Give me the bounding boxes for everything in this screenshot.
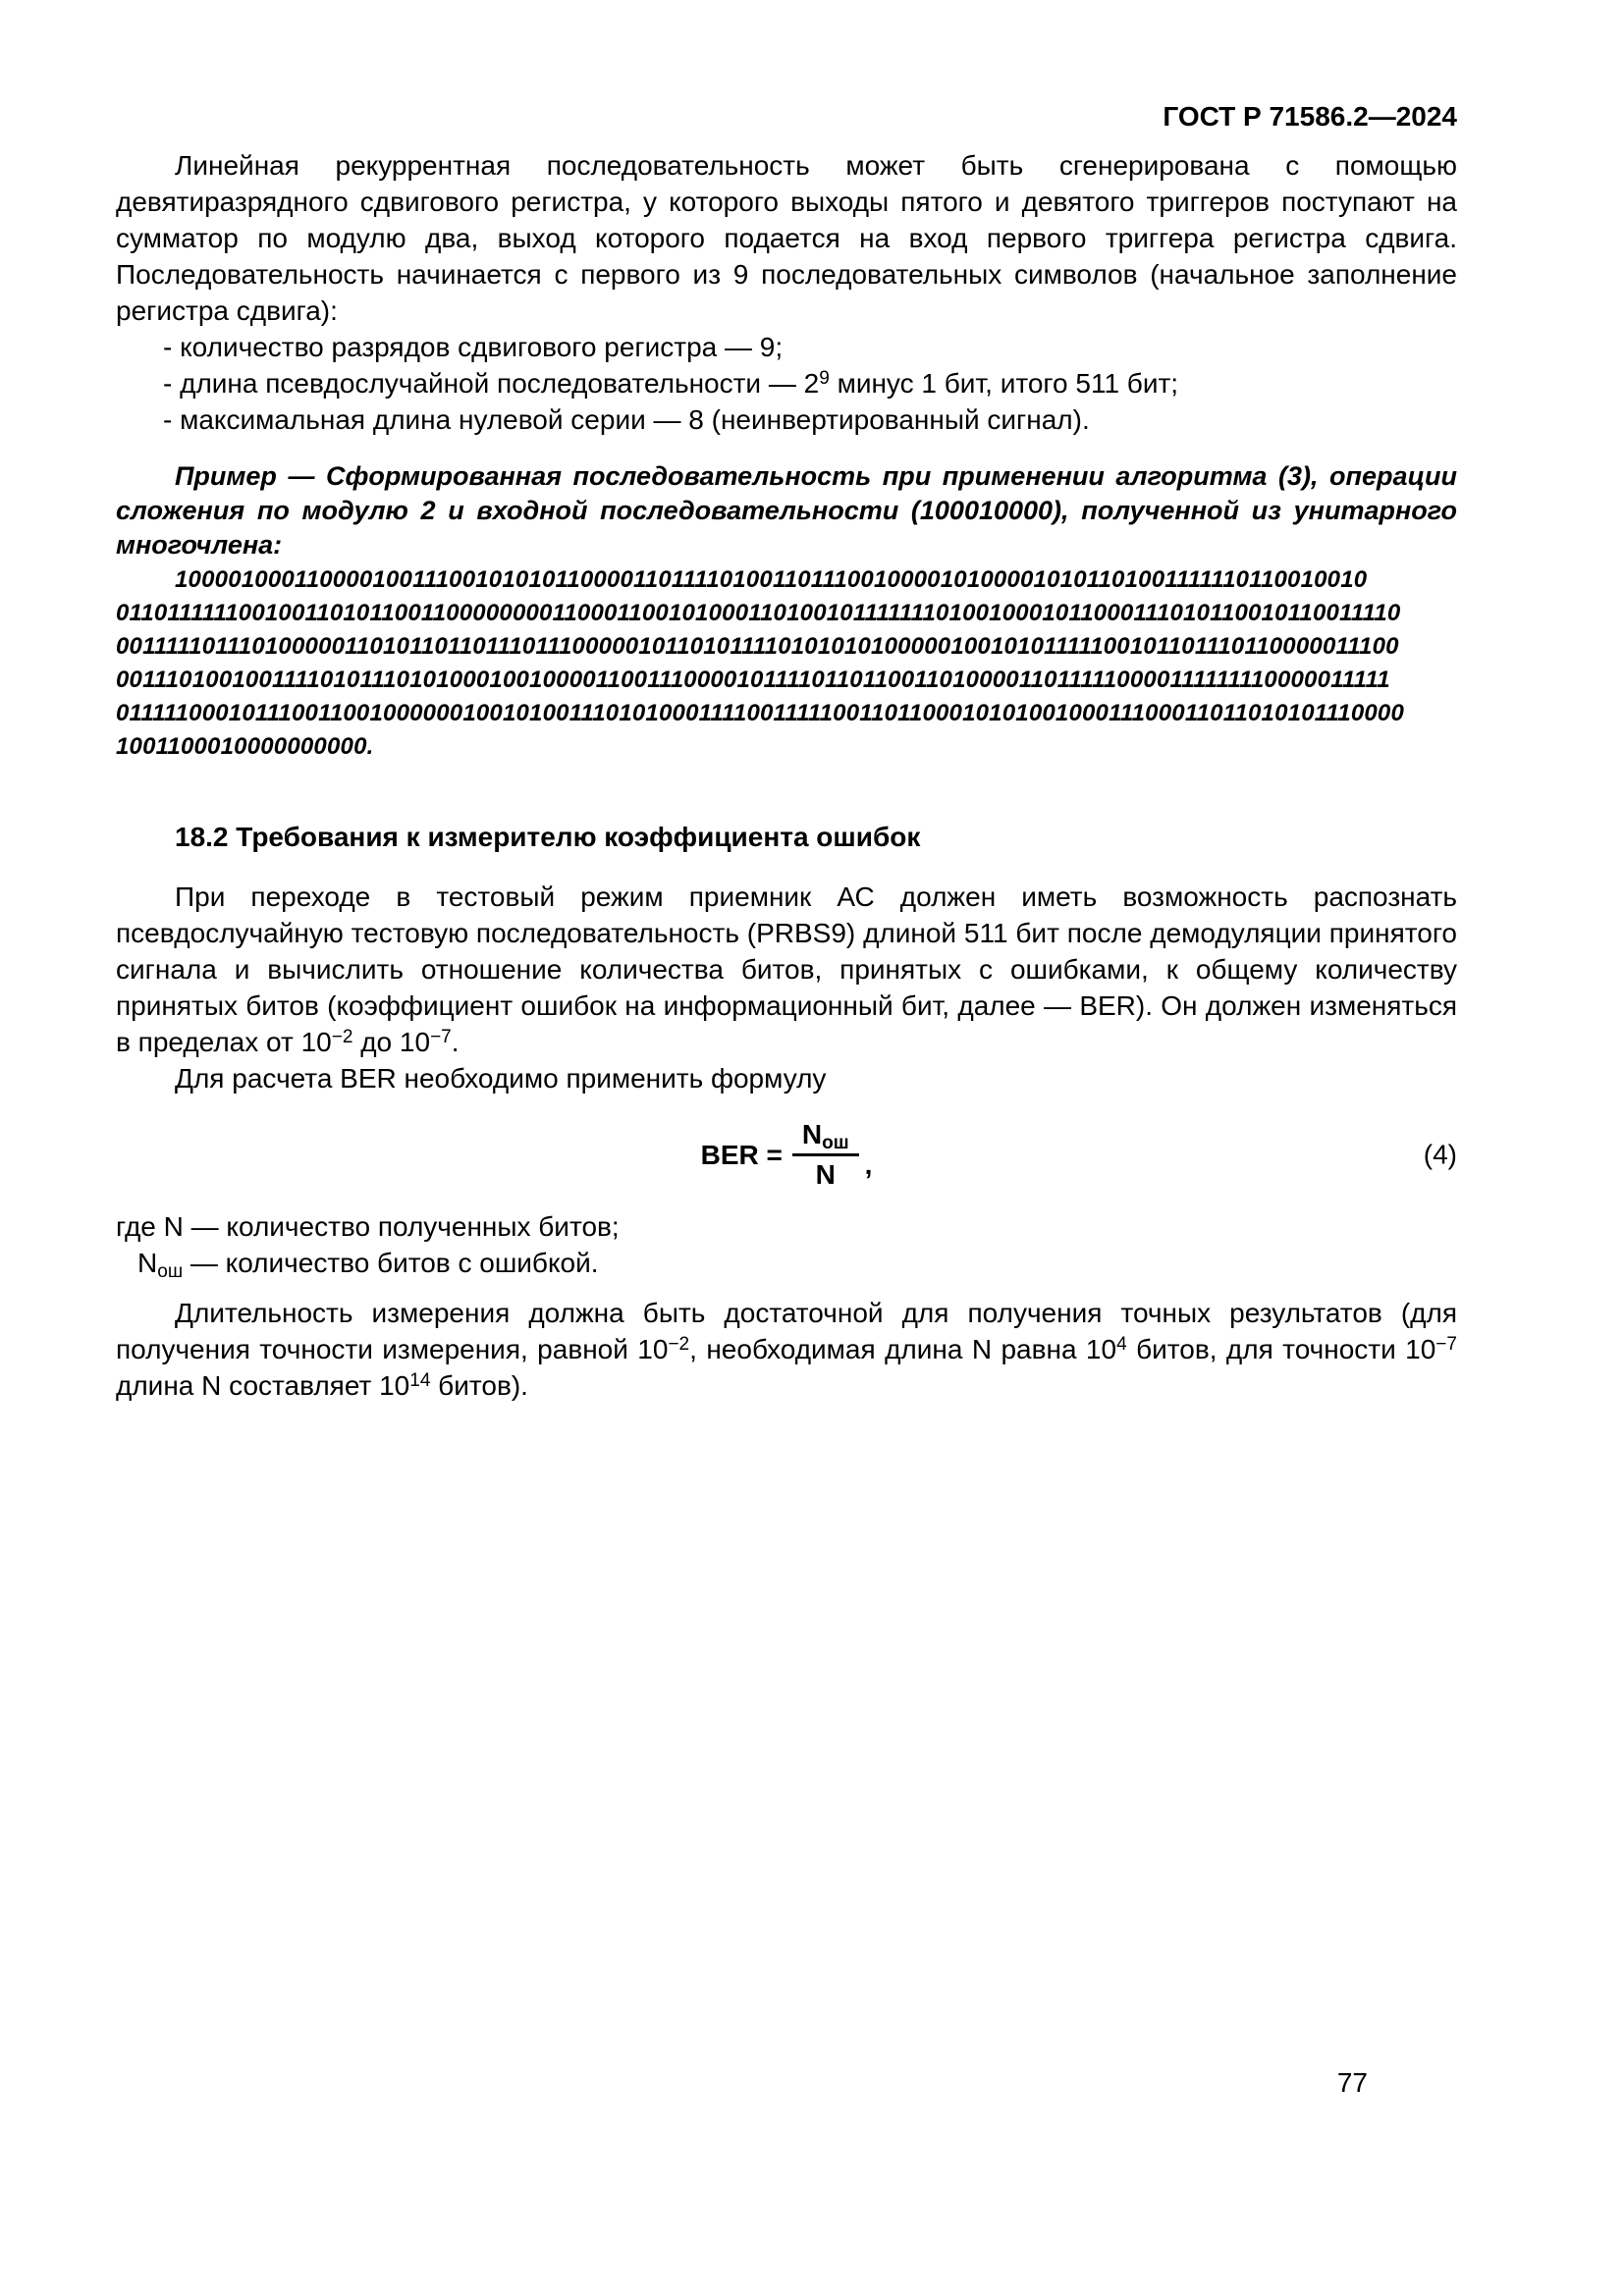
sequence-line-1: 10000100011000010011100101010110000110111101001101110010000101000010101101001111110110010010	[175, 566, 1368, 593]
bullet-item-zero-run: - максимальная длина нулевой серии — 8 (неинвертированный сигнал).	[163, 404, 1090, 435]
page-number: 77	[1336, 2067, 1368, 2098]
formula-lhs: BER =	[700, 1139, 783, 1170]
example-block	[116, 459, 1457, 764]
where-n-err-line: $N_{ош}$ — количество битов с ошибкой.	[137, 1248, 599, 1283]
formula-intro-paragraph: Для расчета BER необходимо применить формулу	[175, 1063, 827, 1094]
formula-comma: ,	[864, 1148, 873, 1180]
measurement-duration-paragraph: Длительность измерения должна быть достаточной для получения точных результатов (для получения точности измерения, равной $10^{-2}$, необходимая длина N равна $10^4$ битов, для точности $10^{-7}$ длина N составляет $10^{14}$ битов).	[116, 1298, 1457, 1401]
intro-paragraph: Линейная рекуррентная последовательность может быть сгенерирована с помощью девятиразрядного сдвигового регистра, у которого выходы пятого и девятого триггеров поступают на сумматор по модулю два, выход которого подается на вход первого триггера регистра сдвига. Последовательность начинается с первого из 9 последовательных символов (начальное заполнение регистра сдвига):	[116, 150, 1457, 326]
formula-number: (4)	[1423, 1139, 1457, 1170]
page-content	[116, 147, 1457, 1404]
receiver-requirements-paragraph: При переходе в тестовый режим приемник АС должен иметь возможность распознать псевдослучайную тестовую последовательность (PRBS9) длиной 511 бит после демодуляции принятого сигнала и вычислить отношение количества битов, принятых с ошибками, к общему количеству принятых битов (коэффициент ошибок на информационный бит, далее — BER). Он должен изменяться в пределах от $10^{-2}$ до $10^{-7}$.	[116, 881, 1457, 1057]
sequence-line-4: 0011101001001111010111010100010010000110011100001011110110110011010000110111110000111111110000011111	[116, 667, 1390, 693]
formula-denominator: N	[815, 1158, 836, 1190]
bullet-item-register-bits: - количество разрядов сдвигового регистра — 9;	[163, 332, 784, 362]
ber-formula-expression	[116, 1110, 1457, 1199]
formula-numerator-subscript: ош	[822, 1132, 849, 1153]
section-heading: 18.2 Требования к измерителю коэффициента ошибок	[175, 822, 921, 852]
sequence-line-6: 1001100010000000000.	[116, 733, 374, 760]
formula-fraction	[792, 1119, 859, 1191]
bullet-list	[116, 329, 1457, 438]
example-lead: Пример — Сформированная последовательность при применении алгоритма (3), операции сложения по модулю 2 и входной последовательности (100010000), полученной из унитарного многочлена:	[116, 461, 1457, 560]
sequence-line-5: 0111110001011100110010000001001010011101010001111001111100110110001010100100011100011011010101110000	[116, 700, 1405, 726]
sequence-line-2: 0110111111001001101011001100000000110001100101000110100101111111010010001011000111010110010110011110	[116, 600, 1401, 626]
bullet-item-sequence-length: - длина псевдослучайной последовательности — $2^9$ минус 1 бит, итого 511 бит;	[163, 368, 1179, 399]
running-header: ГОСТ Р 71586.2—2024	[1163, 101, 1457, 132]
ber-formula	[116, 1110, 1457, 1199]
formula-numerator: $N_{ош}$	[792, 1119, 859, 1156]
binary-sequence	[116, 563, 1457, 764]
sequence-line-3: 0011111011101000001101011011011101110000010110101111010101010000010010101111100101101110110000011100	[116, 633, 1399, 660]
where-n-line: где N — количество полученных битов;	[116, 1211, 620, 1242]
